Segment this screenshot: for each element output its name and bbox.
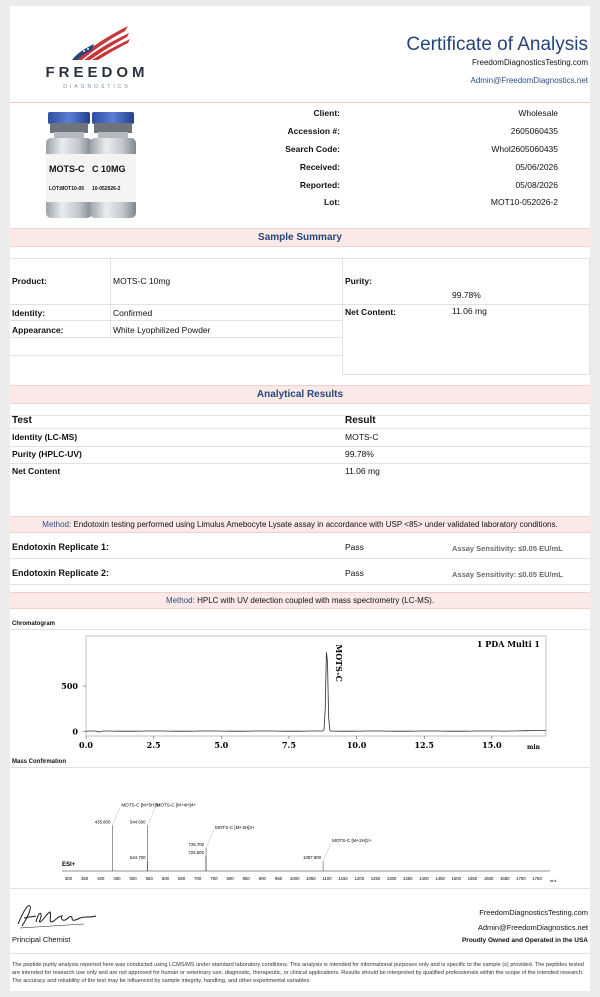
certificate-page [10, 6, 590, 991]
mass-peak-annotation: MOTS-C [M+3H]3+ [215, 824, 255, 830]
header-divider [10, 102, 590, 103]
endotoxin-replicate-result: Pass [345, 568, 364, 578]
mz-tick-label: 400 [97, 876, 105, 881]
mz-tick-label: 800 [226, 876, 234, 881]
analytical-row-test: Net Content [12, 466, 61, 476]
mz-tick-label: 1600 [483, 876, 494, 881]
x-unit-label: min [527, 744, 540, 751]
vial-right-lot: 10-052026-2 [92, 186, 121, 192]
endotoxin-method-bar [10, 516, 590, 533]
mass-peak-annotation: MOTS-C [M+2H]2+ [332, 838, 372, 844]
analytical-row-test: Purity (HPLC-UV) [12, 449, 82, 459]
analytical-row-result: MOTS-C [345, 432, 379, 442]
vial-left-label: MOTS-C [49, 164, 85, 174]
info-row-reported: Reported: 05/08/2026 [299, 180, 558, 190]
mz-tick-label: 350 [81, 876, 89, 881]
endotoxin-sensitivity: Assay Sensitivity: ≤0.05 EU/mL [452, 544, 563, 553]
mass-peak-annotation: MOTS-C [M+4H]4+ [156, 802, 197, 808]
analytical-row-test: Identity (LC-MS) [12, 432, 78, 442]
mz-tick-label: 850 [242, 876, 250, 881]
signatory-role: Principal Chemist [12, 935, 71, 944]
document-title: Certificate of Analysis [406, 34, 588, 55]
purity-label: Purity: [345, 276, 372, 286]
analytical-row-result: 99.78% [345, 449, 374, 459]
purity-value: 99.78% [452, 290, 481, 300]
x-tick-label: 15.0 [482, 740, 502, 750]
identity-value: Confirmed [113, 308, 153, 318]
mass-peak-value: 725.500 [188, 850, 204, 856]
info-row-accession: Accession #: 2605060435 [287, 126, 558, 136]
mz-tick-label: 1550 [467, 876, 478, 881]
net-content-value: 11.06 mg [452, 306, 487, 316]
mass-confirmation-title: Mass Confirmation [12, 759, 67, 765]
chromatogram-trace [86, 652, 546, 732]
column-header-test: Test [12, 415, 32, 426]
info-row-client: Client: Wholesale [313, 108, 558, 118]
mass-peak-leader [323, 843, 331, 861]
y-tick-label: 500 [61, 681, 78, 691]
mz-tick-label: 550 [145, 876, 153, 881]
info-row-search-code: Search Code: Whol2605060435 [285, 144, 558, 154]
mz-unit-label: m/z [550, 878, 557, 883]
mz-tick-label: 450 [113, 876, 121, 881]
flag-swoosh-icon [32, 24, 162, 64]
endotoxin-replicate-result: Pass [345, 542, 364, 552]
mass-peak-leader [206, 830, 214, 848]
mz-tick-label: 1350 [403, 876, 413, 881]
x-tick-label: 12.5 [414, 740, 434, 750]
footer-email[interactable]: Admin@FreedomDiagnostics.net [477, 923, 588, 932]
mz-tick-label: 1700 [516, 876, 526, 881]
y-tick-label: 0 [72, 726, 78, 737]
endotoxin-sensitivity: Assay Sensitivity: ≤0.05 EU/mL [452, 570, 563, 579]
appearance-value: White Lyophilized Powder [113, 325, 211, 335]
mz-tick-label: 1050 [306, 876, 316, 881]
detector-label: 1 PDA Multi 1 [476, 639, 540, 649]
disclaimer-text: The peptide purity analysis reported here was conducted using LCMS/MS under standard laboratory conditions. This analysis is intended for informational purposes only and is specific to the sample (s) provided. The peptides tested are intended for research use only and are not approved for human or veterinary use, diagnostic, therapeutic, or clinical applications. Results should be interpreted by qualified professionals within the scope of the intended research. The accuracy and reliability of the test may be influenced by sample integrity, handling, and other experimental variables. [12, 962, 584, 984]
x-tick-label: 0.0 [79, 740, 93, 750]
mz-tick-label: 1650 [499, 876, 510, 881]
footer-tagline: Proudly Owned and Operated in the USA [461, 937, 588, 944]
mass-peak-annotation: MOTS-C [M+5H]5+ [121, 802, 161, 808]
method-label: Method: [42, 520, 72, 529]
endotoxin-replicate-name: Endotoxin Replicate 1: [12, 542, 110, 552]
ion-mode-label: ESI+ [62, 862, 76, 868]
mz-tick-label: 1150 [338, 876, 348, 881]
product-label: Product: [12, 276, 47, 286]
mass-peak-value: 435.800 [94, 819, 111, 825]
endotoxin-replicate-name: Endotoxin Replicate 2: [12, 568, 110, 578]
mz-tick-label: 300 [64, 876, 73, 881]
mass-peak-value: 725.700 [188, 841, 205, 847]
identity-label: Identity: [12, 308, 46, 318]
hplc-method-bar [10, 592, 590, 609]
mz-tick-label: 950 [274, 876, 283, 881]
mass-spectrum-chart [10, 768, 590, 884]
info-row-lot: Lot: MOT10-052026-2 [323, 197, 558, 207]
mz-tick-label: 650 [177, 876, 186, 881]
mz-tick-label: 1450 [435, 876, 445, 881]
mz-tick-label: 1250 [370, 876, 381, 881]
method-text: HPLC with UV detection coupled with mass spectrometry (LC-MS). [197, 596, 435, 605]
mass-peak-leader [148, 807, 156, 825]
brand-name: FREEDOM [45, 64, 149, 81]
mz-tick-label: 500 [129, 876, 137, 881]
chromatogram-plot-frame [86, 636, 546, 736]
analytical-results-header: Analytical Results [10, 385, 590, 404]
product-vials-image [40, 110, 140, 222]
vial-left-lot: LOT:MOT10-05 [49, 186, 85, 192]
mass-peak-value: 544.600 [129, 819, 146, 825]
analytical-row-result: 11.06 mg [345, 466, 380, 476]
footer-website[interactable]: FreedomDiagnosticsTesting.com [479, 908, 588, 917]
mz-tick-label: 1000 [289, 876, 300, 881]
mz-tick-label: 1200 [354, 876, 365, 881]
method-text: Endotoxin testing performed using Limulus Amebocyte Lysate assay in accordance with USP <85> under validated laboratory conditions. [73, 520, 558, 529]
mz-tick-label: 1400 [419, 876, 429, 881]
x-tick-label: 7.5 [281, 740, 296, 750]
x-tick-label: 5.0 [214, 740, 229, 750]
info-row-received: Received: 05/06/2026 [299, 162, 558, 172]
chromatogram-chart [10, 630, 590, 752]
header-website[interactable]: FreedomDiagnosticsTesting.com [471, 58, 588, 67]
mz-tick-label: 750 [210, 876, 218, 881]
mz-tick-label: 1300 [386, 876, 397, 881]
mz-tick-label: 700 [194, 876, 202, 881]
vial-right-label: C 10MG [92, 164, 126, 174]
column-header-result: Result [345, 415, 376, 426]
product-value: MOTS-C 10mg [113, 276, 171, 286]
mass-peak-value: 544.700 [129, 855, 146, 861]
mass-peak-value: 1087.800 [303, 855, 322, 861]
peak-label: MOTS-C [333, 644, 344, 682]
method-label: Method: [165, 596, 195, 605]
net-content-label: Net Content: [345, 307, 396, 317]
mass-peak-leader [112, 807, 120, 825]
brand-subtitle: DIAGNOSTICS [63, 84, 131, 90]
header-email[interactable]: Admin@FreedomDiagnostics.net [470, 76, 588, 85]
mz-tick-label: 900 [258, 876, 266, 881]
mz-tick-label: 1100 [322, 876, 332, 881]
mz-tick-label: 1750 [532, 876, 542, 881]
appearance-label: Appearance: [12, 325, 64, 335]
mz-tick-label: 1500 [451, 876, 462, 881]
mz-tick-label: 600 [161, 876, 170, 881]
chromatogram-title: Chromatogram [12, 621, 56, 627]
freedom-logo [32, 24, 162, 94]
sample-summary-header: Sample Summary [10, 228, 590, 247]
x-tick-label: 2.5 [146, 740, 161, 750]
x-tick-label: 10.0 [346, 740, 367, 750]
signature-image [14, 900, 100, 932]
